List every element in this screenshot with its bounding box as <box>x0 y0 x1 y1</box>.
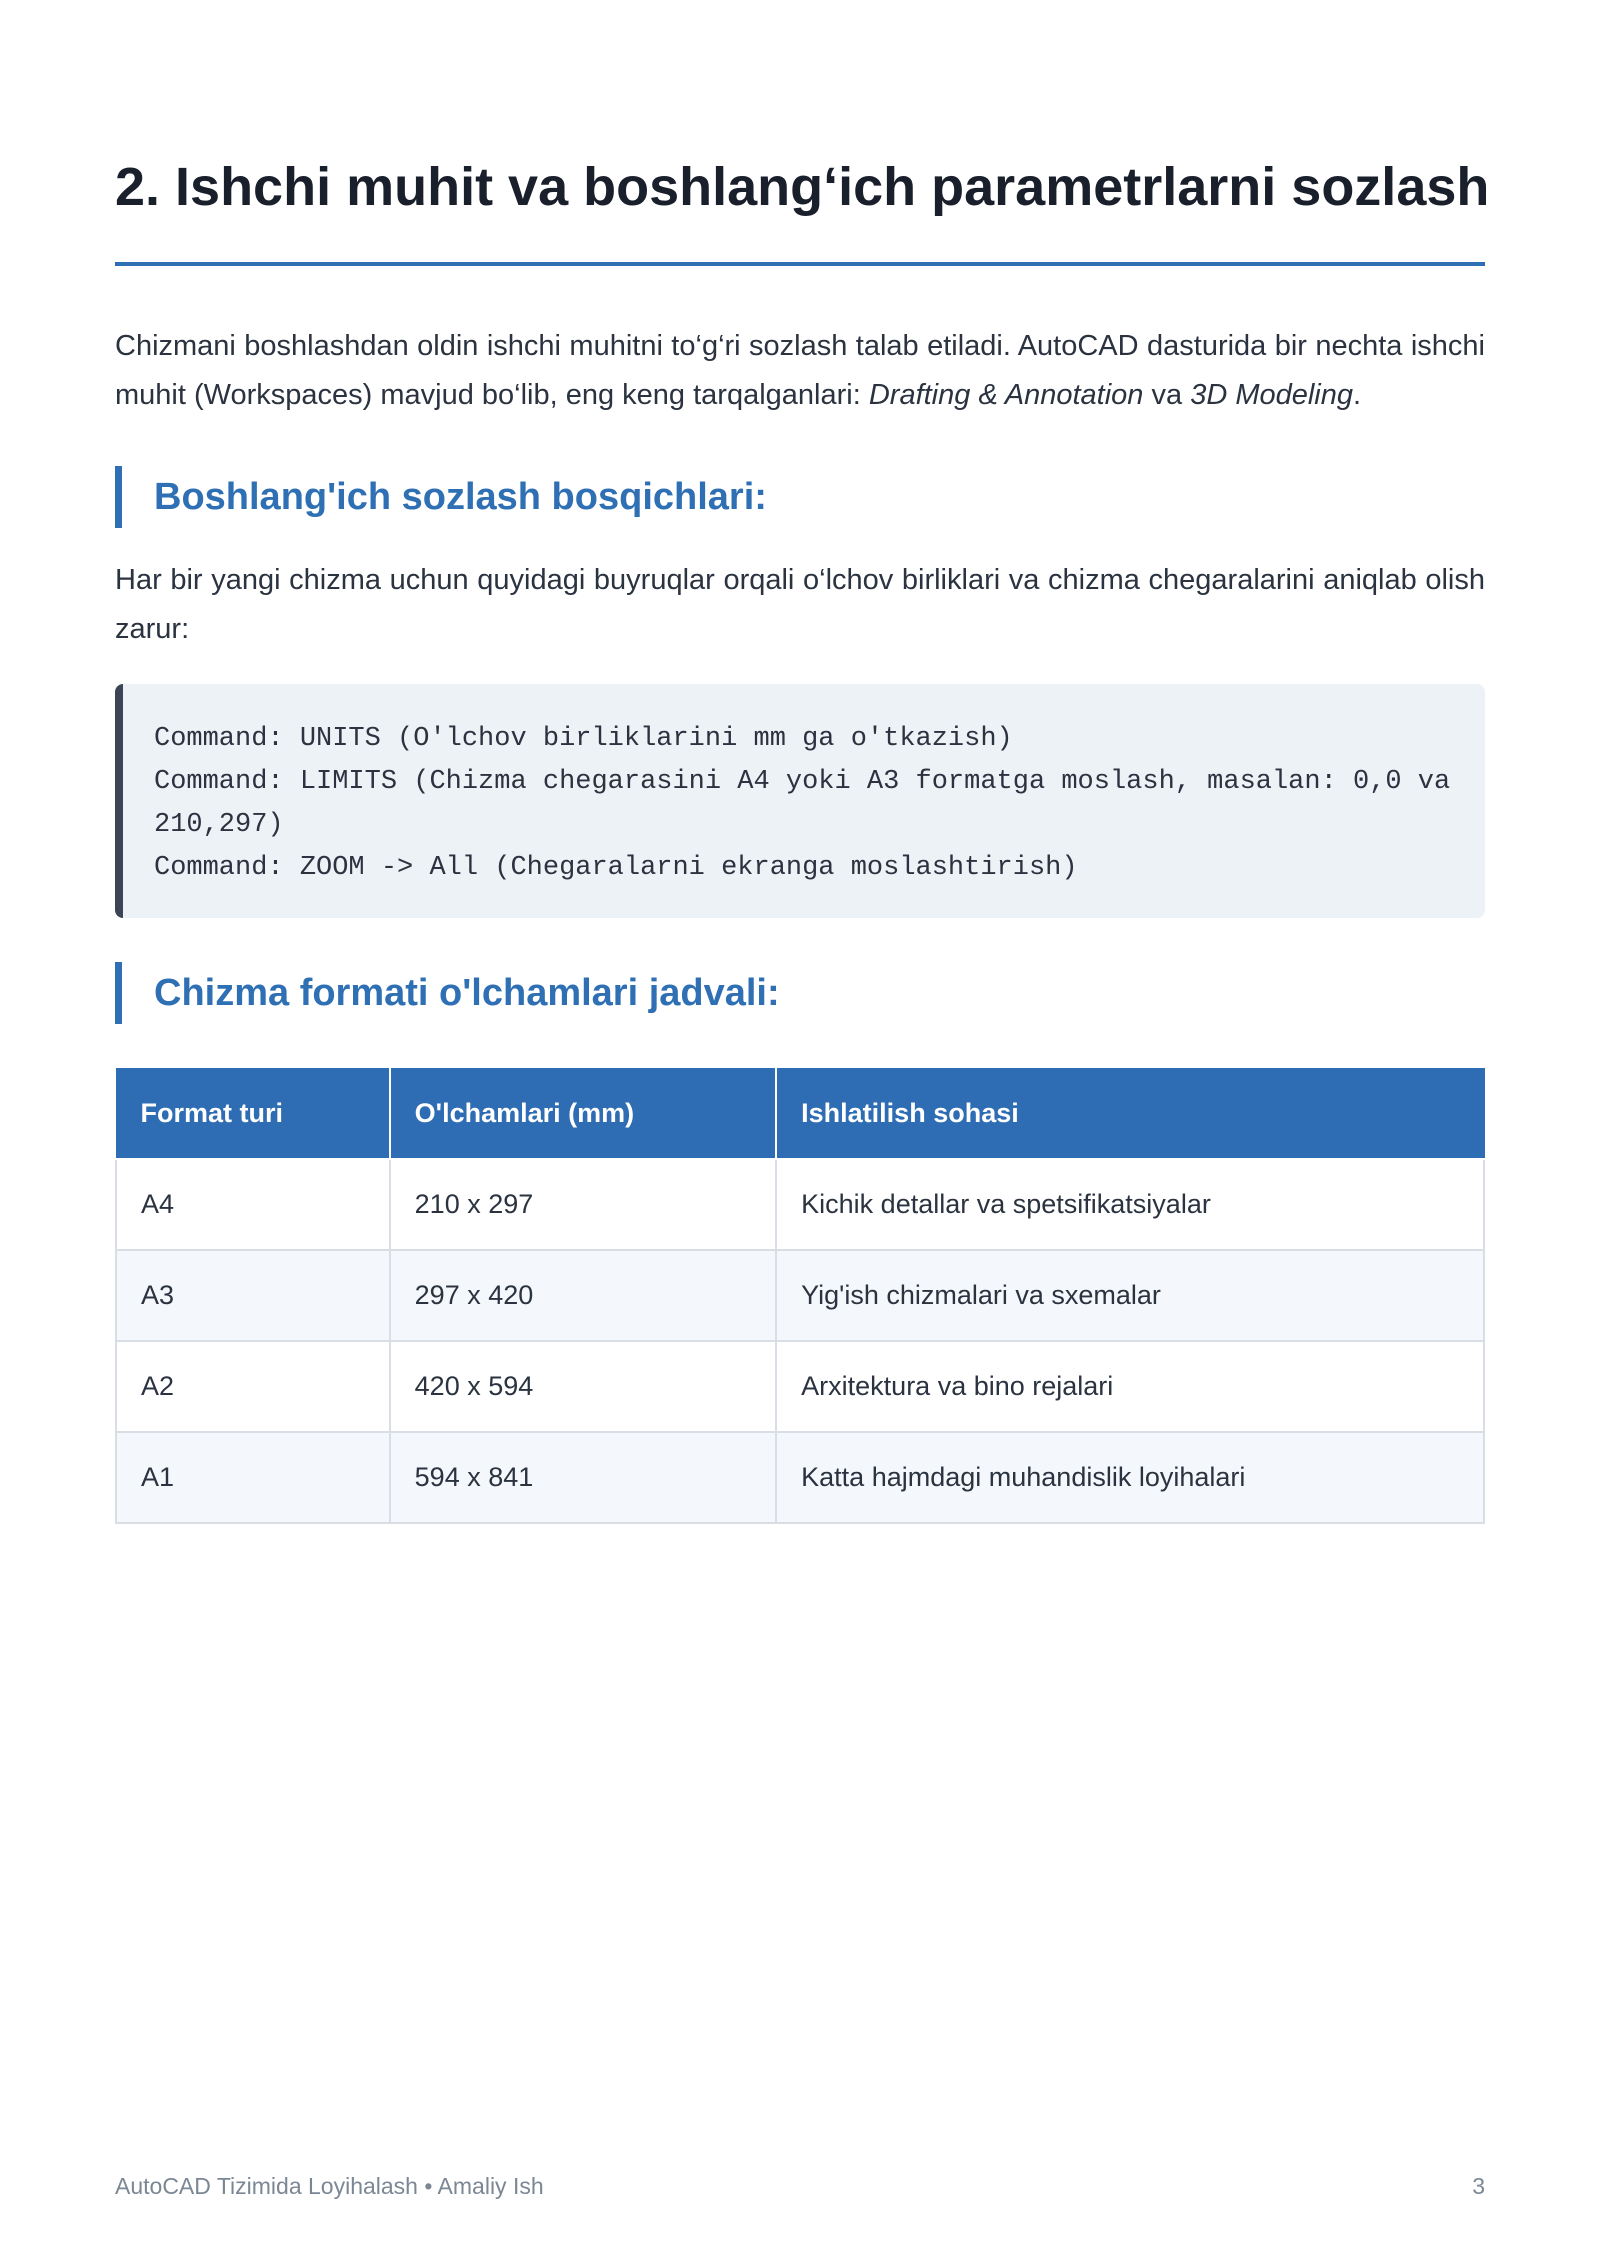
cell-usage: Arxitektura va bino rejalari <box>776 1341 1484 1432</box>
workspace-3d-modeling: 3D Modeling <box>1190 379 1354 411</box>
title-divider <box>115 262 1485 266</box>
table-row <box>116 1432 1484 1523</box>
workspace-drafting: Drafting & Annotation <box>868 379 1144 411</box>
command-line-zoom: Command: ZOOM -> All (Chegaralarni ekranga moslashtirish) <box>154 853 1078 883</box>
cell-dimensions: 420 x 594 <box>390 1341 777 1432</box>
column-header-dimensions: O'lchamlari (mm) <box>390 1068 777 1159</box>
cell-format: A2 <box>116 1341 390 1432</box>
cell-usage: Kichik detallar va spetsifikatsiyalar <box>776 1159 1484 1250</box>
table-row <box>116 1159 1484 1250</box>
intro-paragraph <box>115 322 1485 420</box>
table-row <box>116 1341 1484 1432</box>
command-line-limits: Command: LIMITS (Chizma chegarasini A4 yoki A3 formatga moslash, masalan: 0,0 va 210,297) <box>154 767 1467 840</box>
cell-dimensions: 297 x 420 <box>390 1250 777 1341</box>
page-footer <box>115 2168 1485 2204</box>
table-row <box>116 1250 1484 1341</box>
cell-usage: Yig'ish chizmalari va sxemalar <box>776 1250 1484 1341</box>
table-header-row <box>116 1068 1484 1159</box>
footer-document-title: AutoCAD Tizimida Loyihalash • Amaliy Ish <box>115 2173 544 2199</box>
cell-dimensions: 594 x 841 <box>390 1432 777 1523</box>
command-line-units: Command: UNITS (O'lchov birliklarini mm ga o'tkazish) <box>154 724 1013 754</box>
column-header-format: Format turi <box>116 1068 390 1159</box>
document-page <box>115 0 1490 2262</box>
column-header-usage: Ishlatilish sohasi <box>776 1068 1484 1159</box>
intro-end: . <box>1353 379 1362 411</box>
intro-joiner: va <box>1143 379 1191 411</box>
setup-paragraph: Har bir yangi chizma uchun quyidagi buyruqlar orqali o‘lchov birliklari va chizma chegaralarini aniqlab olish zarur: <box>115 564 1485 645</box>
cell-format: A1 <box>116 1432 390 1523</box>
cell-usage: Katta hajmdagi muhandislik loyihalari <box>776 1432 1484 1523</box>
cell-format: A4 <box>116 1159 390 1250</box>
cell-dimensions: 210 x 297 <box>390 1159 777 1250</box>
cell-format: A3 <box>116 1250 390 1341</box>
command-code-block <box>115 684 1485 918</box>
section-heading-format-table: Chizma formati o'lchamlari jadvali: <box>115 962 1485 1024</box>
page-title: 2. Ishchi muhit va boshlang‘ich parametrlarni sozlash <box>115 157 1490 217</box>
format-table <box>115 1068 1485 1524</box>
intro-text: Chizmani boshlashdan oldin ishchi muhitni to‘g‘ri sozlash talab etiladi. AutoCAD dasturida bir nechta ishchi muhit (Workspaces) mavjud bo‘lib, eng keng tarqalganlari: <box>115 330 1485 411</box>
section-heading-setup: Boshlang'ich sozlash bosqichlari: <box>115 466 1485 528</box>
page-number: 3 <box>1472 2173 1485 2199</box>
